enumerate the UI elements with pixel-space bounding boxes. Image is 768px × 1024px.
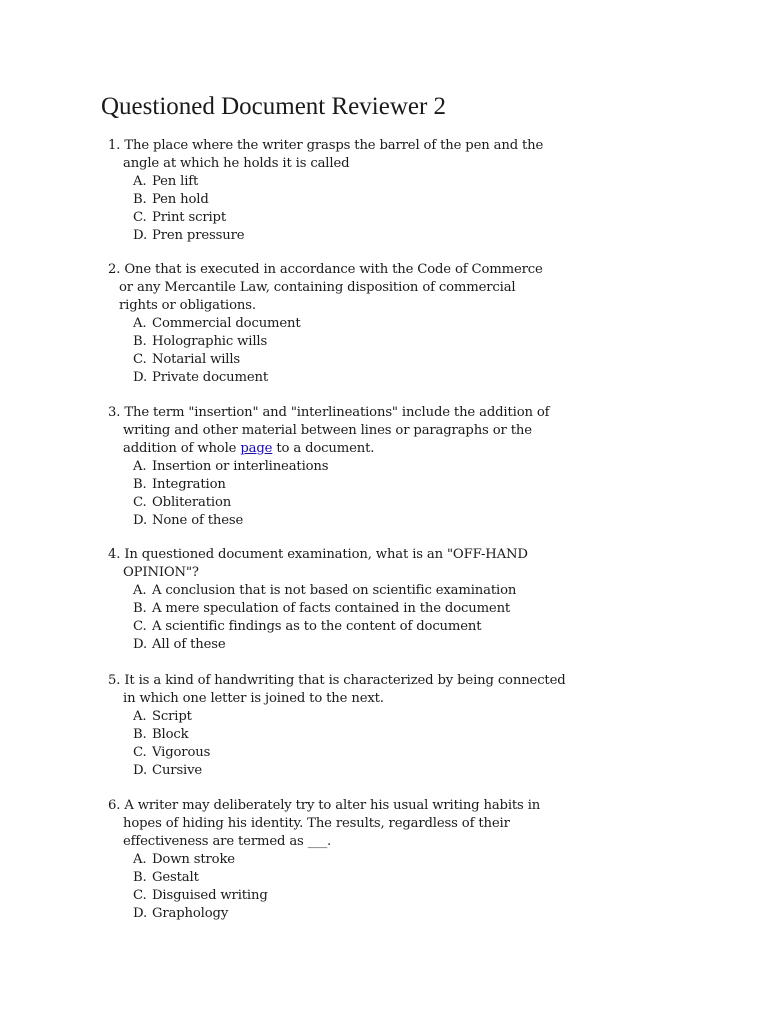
- choice-text: Commercial document: [152, 316, 301, 331]
- question-number: 5.: [108, 673, 121, 688]
- choice-letter: D.: [133, 513, 147, 528]
- question-text: One that is executed in accordance with the Code of Commerce: [124, 262, 543, 277]
- choice-letter: D.: [133, 370, 147, 385]
- answer-choice-a: [108, 458, 548, 476]
- question-number: 1.: [108, 138, 121, 153]
- choice-text: All of these: [152, 637, 226, 652]
- question-text-line: [108, 672, 566, 690]
- choice-letter: C.: [133, 352, 147, 367]
- choice-text: Holographic wills: [152, 334, 268, 349]
- choice-text: Cursive: [152, 763, 203, 778]
- choice-text: Private document: [152, 370, 268, 385]
- answer-choice-d: [108, 227, 548, 245]
- question-text-line: effectiveness are termed as ___.: [123, 834, 332, 849]
- question-1: [108, 137, 548, 245]
- choice-letter: C.: [133, 495, 147, 510]
- answer-choice-c: [108, 744, 548, 762]
- choice-text: Pen lift: [152, 174, 199, 189]
- choice-text: Pen hold: [152, 192, 209, 207]
- question-text-line: [108, 261, 548, 279]
- answer-choice-a: [108, 582, 548, 600]
- question-text-line: [108, 440, 548, 458]
- choice-letter: C.: [133, 745, 147, 760]
- choice-text: Down stroke: [152, 852, 235, 867]
- question-3: [108, 404, 548, 530]
- answer-choice-b: [108, 600, 548, 618]
- choice-text: Integration: [152, 477, 226, 492]
- choice-letter: A.: [133, 316, 147, 331]
- choice-text: Obliteration: [152, 495, 232, 510]
- question-text-line: [108, 404, 548, 422]
- question-text: The place where the writer grasps the barrel of the pen and the: [124, 138, 544, 153]
- question-6: [108, 797, 548, 923]
- choice-letter: A.: [133, 852, 147, 867]
- question-4: [108, 546, 548, 654]
- question-text-line: hopes of hiding his identity. The results, regardless of their: [123, 816, 510, 831]
- question-text-line: writing and other material between lines or paragraphs or the: [123, 423, 532, 438]
- question-text-line: [108, 546, 548, 564]
- answer-choice-c: [108, 209, 548, 227]
- question-number: 2.: [108, 262, 121, 277]
- answer-choice-b: [108, 333, 548, 351]
- choice-text: None of these: [152, 513, 244, 528]
- choice-text: Notarial wills: [152, 352, 241, 367]
- choice-text: Graphology: [152, 906, 229, 921]
- question-number: 3.: [108, 405, 121, 420]
- choice-text: Script: [152, 709, 192, 724]
- choice-text: Pren pressure: [152, 228, 245, 243]
- choice-letter: B.: [133, 334, 147, 349]
- answer-choice-c: [108, 618, 548, 636]
- answer-choice-d: [108, 512, 548, 530]
- answer-choice-d: [108, 369, 548, 387]
- answer-choice-d: [108, 762, 548, 780]
- choice-text: Block: [152, 727, 189, 742]
- question-text-line: [108, 137, 548, 155]
- question-5: [108, 672, 566, 780]
- document-title: Questioned Document Reviewer 2: [101, 93, 447, 120]
- choice-text: A mere speculation of facts contained in the document: [152, 601, 511, 616]
- question-text-line: or any Mercantile Law, containing disposition of commercial: [119, 280, 516, 295]
- answer-choice-a: [108, 708, 548, 726]
- question-text: The term "insertion" and "interlineations" include the addition of: [124, 405, 550, 420]
- choice-letter: D.: [133, 637, 147, 652]
- choice-letter: A.: [133, 459, 147, 474]
- question-text: In questioned document examination, what is an "OFF-HAND: [124, 547, 528, 562]
- answer-choice-a: [108, 173, 548, 191]
- choice-text: A conclusion that is not based on scientific examination: [152, 583, 517, 598]
- answer-choice-c: [108, 351, 548, 369]
- answer-choice-b: [108, 191, 548, 209]
- choice-letter: C.: [133, 619, 147, 634]
- choice-text: Insertion or interlineations: [152, 459, 329, 474]
- answer-choice-d: [108, 636, 548, 654]
- answer-choice-c: [108, 887, 548, 905]
- answer-choice-c: [108, 494, 548, 512]
- choice-letter: B.: [133, 192, 147, 207]
- choice-letter: C.: [133, 888, 147, 903]
- question-text: to a document.: [272, 441, 375, 456]
- question-text-line: in which one letter is joined to the next.: [123, 691, 384, 706]
- question-number: 4.: [108, 547, 121, 562]
- question-2: [108, 261, 548, 387]
- choice-letter: D.: [133, 228, 147, 243]
- question-number: 6.: [108, 798, 121, 813]
- choice-text: Gestalt: [152, 870, 199, 885]
- question-text-line: rights or obligations.: [119, 298, 256, 313]
- answer-choice-b: [108, 476, 548, 494]
- choice-letter: D.: [133, 763, 147, 778]
- question-text-line: OPINION"?: [123, 565, 199, 580]
- question-text: A writer may deliberately try to alter his usual writing habits in: [124, 798, 541, 813]
- choice-letter: C.: [133, 210, 147, 225]
- choice-letter: B.: [133, 870, 147, 885]
- choice-letter: B.: [133, 477, 147, 492]
- choice-letter: A.: [133, 709, 147, 724]
- question-text: addition of whole: [123, 441, 241, 456]
- answer-choice-b: [108, 726, 548, 744]
- question-text-line: angle at which he holds it is called: [123, 156, 350, 171]
- answer-choice-a: [108, 851, 548, 869]
- choice-letter: D.: [133, 906, 147, 921]
- answer-choice-d: [108, 905, 548, 923]
- choice-text: Disguised writing: [152, 888, 268, 903]
- answer-choice-a: [108, 315, 548, 333]
- choice-letter: B.: [133, 727, 147, 742]
- question-text: It is a kind of handwriting that is characterized by being connected: [124, 673, 566, 688]
- choice-text: Print script: [152, 210, 226, 225]
- choice-letter: A.: [133, 174, 147, 189]
- answer-choice-b: [108, 869, 548, 887]
- choice-text: A scientific findings as to the content of document: [152, 619, 482, 634]
- question-text-line: [108, 797, 548, 815]
- choice-letter: B.: [133, 601, 147, 616]
- choice-text: Vigorous: [152, 745, 211, 760]
- choice-letter: A.: [133, 583, 147, 598]
- page-link[interactable]: page: [240, 441, 273, 456]
